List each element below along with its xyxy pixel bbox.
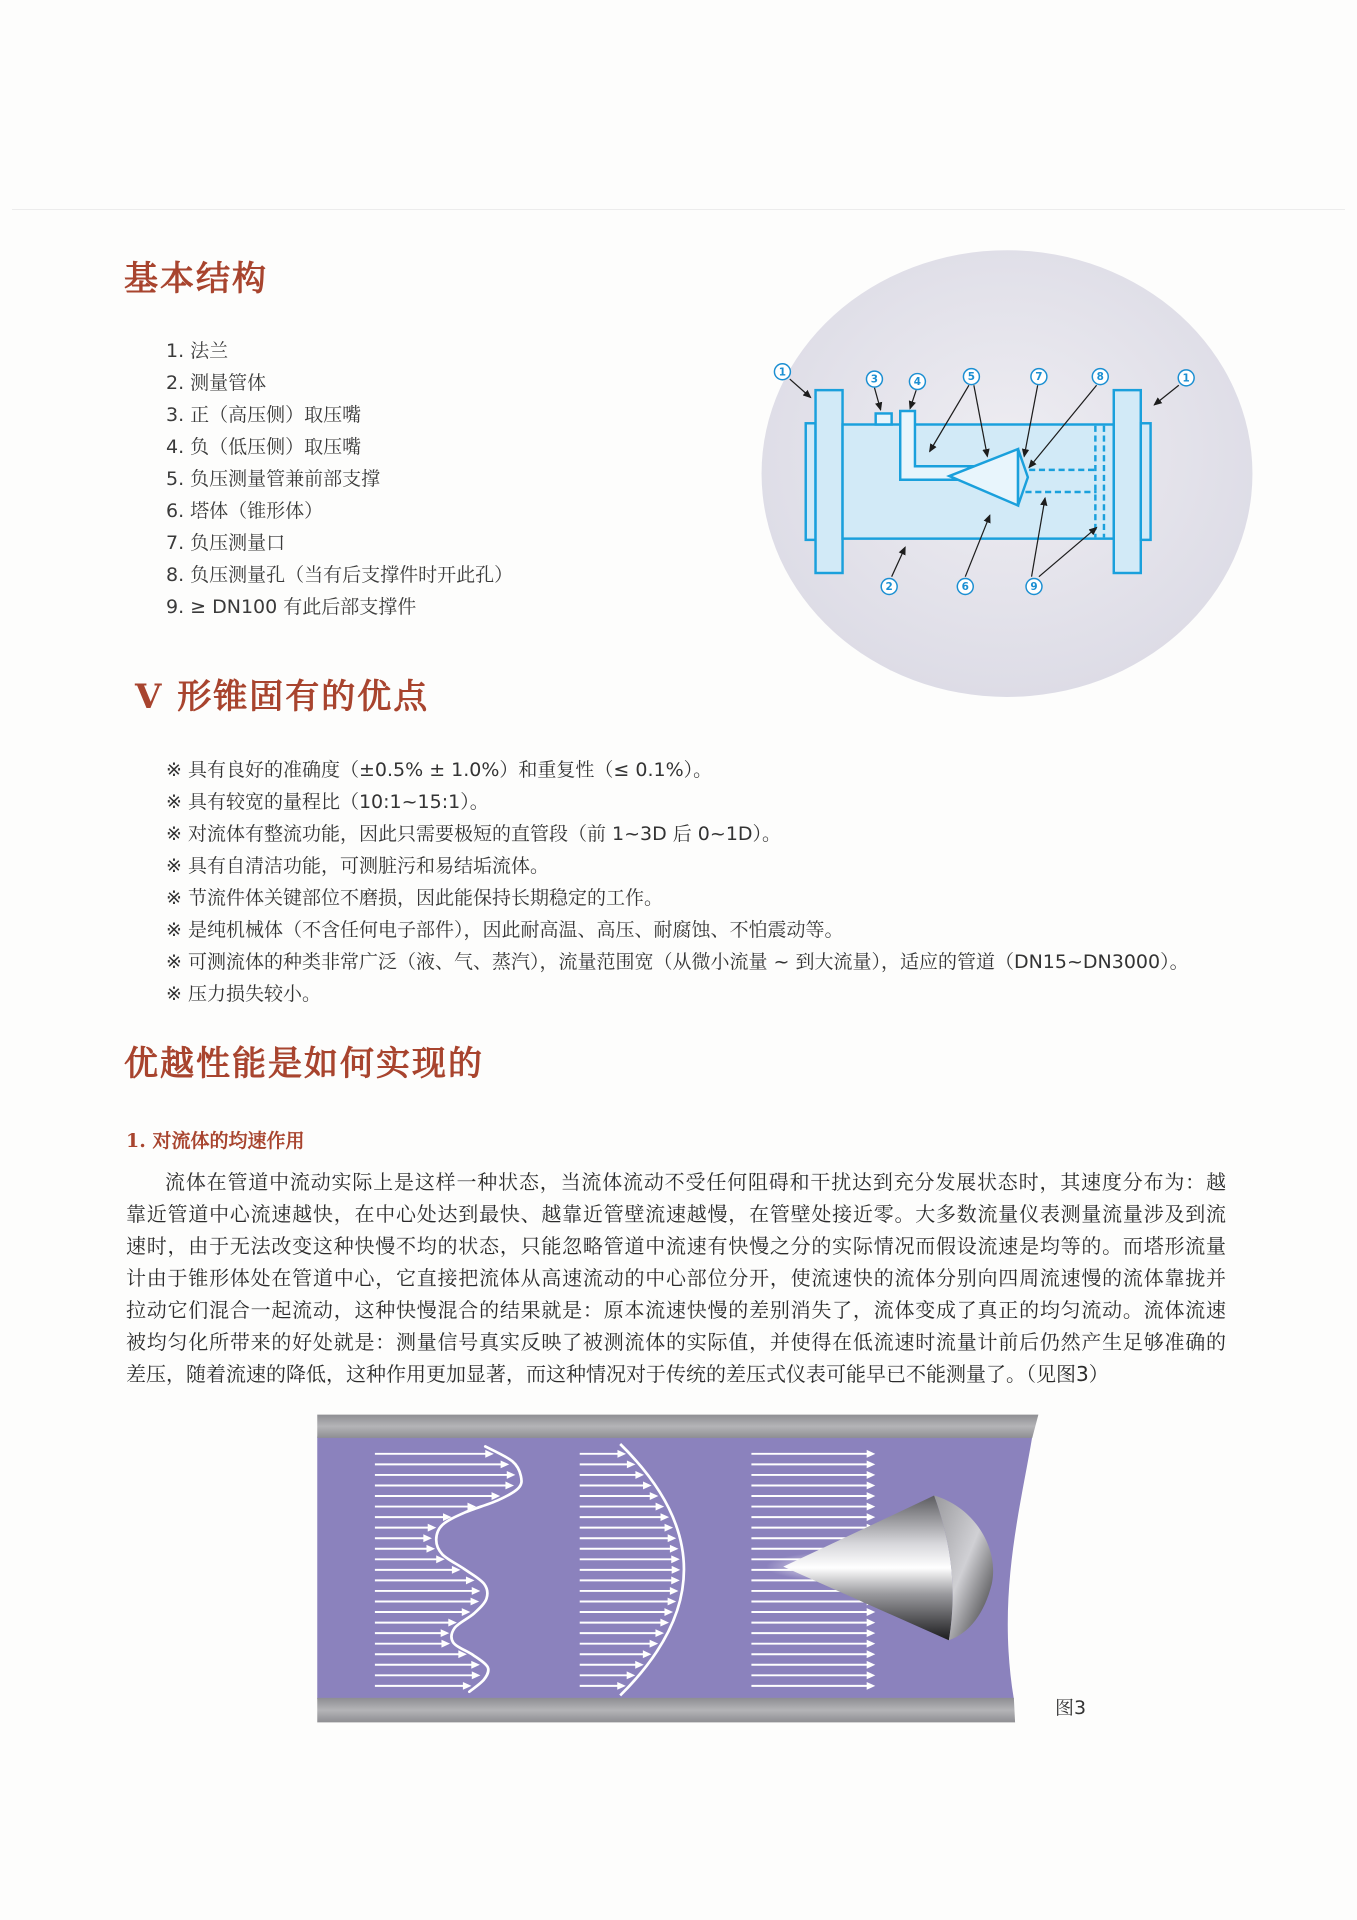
list-item: ※ 具有较宽的量程比（10:1~15:1）。	[166, 791, 489, 813]
list-item: ※ 节流件体关键部位不磨损，因此能保持长期稳定的工作。	[166, 887, 663, 909]
part-number-label	[957, 579, 973, 595]
paragraph-line: 流体在管道中流动实际上是这样一种状态，当流体流动不受任何阻碍和干扰达到充分发展状态时，其速度分布为：越	[165, 1170, 1226, 1194]
part-number-label	[866, 371, 882, 387]
flow-profile-figure	[307, 1406, 1056, 1731]
part-number-label	[774, 364, 790, 380]
part-number-text: 8	[1096, 371, 1104, 384]
subsection-title: 1. 对流体的均速作用	[126, 1130, 305, 1152]
pipe-wall-top	[317, 1415, 1038, 1438]
part-number-text: 4	[913, 376, 922, 389]
list-item: 1. 法兰	[166, 340, 229, 362]
list-item: 8. 负压测量孔（当有后支撑件时开此孔）	[166, 564, 514, 586]
part-number-text: 6	[961, 581, 969, 594]
part-number-text: 5	[967, 371, 976, 384]
part-number-label	[1031, 369, 1047, 385]
list-item: 3. 正（高压侧）取压嘴	[166, 404, 362, 426]
right-pipe-stub	[1141, 423, 1151, 540]
paragraph-line: 速时，由于无法改变这种快慢不均的状态，只能忽略管道中流速有快慢之分的实际情况而假设流速是均等的。而塔形流量	[126, 1234, 1226, 1258]
list-item: ※ 具有良好的准确度（±0.5% ± 1.0%）和重复性（≤ 0.1%）。	[166, 759, 713, 781]
structure-parts-list	[166, 335, 513, 623]
right-flange	[1114, 390, 1141, 573]
list-item: 6. 塔体（锥形体）	[166, 500, 324, 522]
paragraph-line: 拉动它们混合一起流动，这种快慢混合的结果就是：原本流速快慢的差别消失了，流体变成了真正的均匀流动。流体流速	[126, 1298, 1226, 1322]
list-item: ※ 是纯机械体（不含任何电子部件），因此耐高温、高压、耐腐蚀、不怕震动等。	[166, 919, 844, 941]
part-number-label	[963, 369, 979, 385]
list-item: 2. 测量管体	[166, 372, 267, 394]
part-number-text: 9	[1030, 581, 1038, 594]
flowmeter-structure-diagram	[737, 239, 1277, 718]
section-title-advantages: V 形锥固有的优点	[135, 677, 430, 717]
list-item: 9. ≥ DN100 有此后部支撑件	[166, 596, 417, 618]
pipe-wall-bottom	[317, 1698, 1015, 1723]
part-number-label	[1026, 579, 1042, 595]
part-number-label	[909, 374, 925, 390]
advantages-list	[166, 754, 1189, 1010]
paragraph-line: 靠近管道中心流速越快，在中心处达到最快、越靠近管壁流速越慢，在管壁处接近零。大多数流量仪表测量流量涉及到流	[126, 1202, 1226, 1226]
left-flange	[816, 390, 843, 573]
paragraph-line: 计由于锥形体处在管道中心，它直接把流体从高速流动的中心部位分开，使流速快的流体分别向四周流速慢的流体靠拢并	[126, 1266, 1226, 1290]
body-paragraph	[126, 1166, 1226, 1390]
list-item: ※ 具有自清洁功能，可测脏污和易结垢流体。	[166, 855, 549, 877]
paragraph-line: 被均匀化所带来的好处就是：测量信号真实反映了被测流体的实际值，并使得在低流速时流量计前后仍然产生足够准确的	[126, 1330, 1226, 1354]
list-item: 7. 负压测量口	[166, 532, 286, 554]
paragraph-line: 差压，随着流速的降低，这种作用更加显著，而这种情况对于传统的差压式仪表可能早已不能测量了。（见图3）	[126, 1362, 1109, 1386]
high-pressure-tap	[876, 413, 892, 424]
part-number-text: 7	[1035, 371, 1043, 384]
part-number-label	[1092, 369, 1108, 385]
part-number-text: 1	[1182, 372, 1190, 385]
list-item: ※ 对流体有整流功能，因此只需要极短的直管段（前 1~3D 后 0~1D）。	[166, 823, 782, 845]
section-title-structure: 基本结构	[124, 259, 268, 299]
figure-caption: 图3	[1055, 1697, 1087, 1719]
part-number-text: 1	[778, 366, 787, 379]
list-item: ※ 压力损失较小。	[166, 983, 321, 1005]
left-pipe-stub	[806, 423, 816, 540]
scan-artifact-line	[12, 209, 1345, 210]
list-item: 5. 负压测量管兼前部支撑	[166, 468, 381, 490]
part-number-label	[1178, 370, 1194, 386]
list-item: 4. 负（低压侧）取压嘴	[166, 436, 362, 458]
part-number-text: 3	[870, 373, 879, 386]
section-title-performance: 优越性能是如何实现的	[124, 1044, 484, 1084]
part-number-text: 2	[885, 581, 893, 594]
list-item: ※ 可测流体的种类非常广泛（液、气、蒸汽），流量范围宽（从微小流量 ~ 到大流量），适应的管道（DN15~DN3000）。	[166, 951, 1189, 973]
part-number-label	[881, 579, 897, 595]
